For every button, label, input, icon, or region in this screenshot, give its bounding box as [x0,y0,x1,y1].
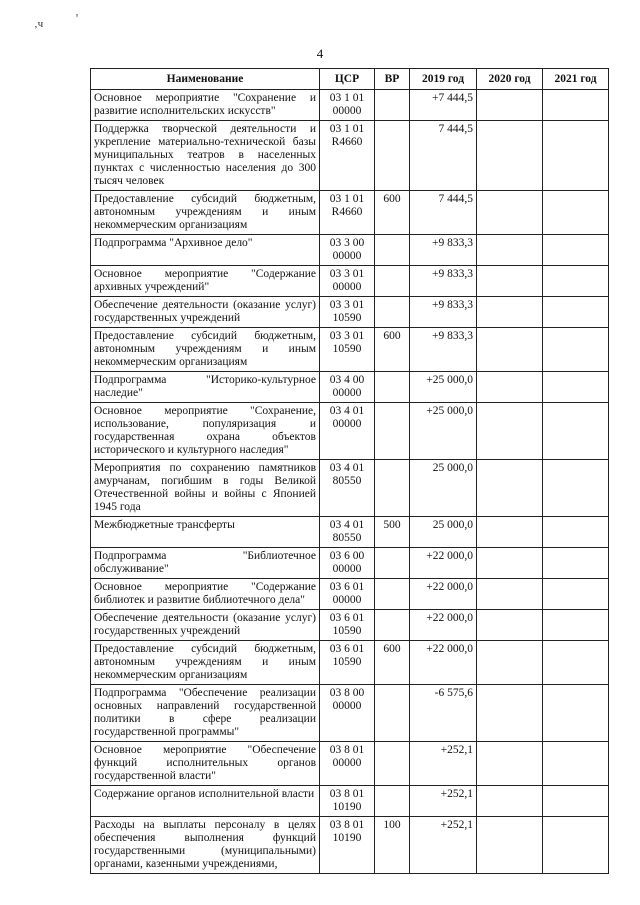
row-csr-cell: 03 6 01 00000 [320,579,375,610]
row-2019-cell: +22 000,0 [410,610,477,641]
table-row [91,610,609,641]
row-vr-cell: 600 [375,641,410,685]
row-2021-cell [543,235,609,266]
row-csr-cell: 03 1 01 00000 [320,90,375,121]
row-2021-cell [543,548,609,579]
row-csr-cell: 03 3 01 10590 [320,328,375,372]
row-csr-cell: 03 4 01 80550 [320,460,375,517]
row-2021-cell [543,817,609,874]
corner-scan-marks [34,12,78,30]
row-name-cell: Межбюджетные трансферты [91,517,320,548]
row-2019-cell: +22 000,0 [410,548,477,579]
row-name-cell: Подпрограмма "Историко-культурное наследие" [91,372,320,403]
row-2020-cell [477,372,543,403]
row-2019-cell: 25 000,0 [410,460,477,517]
table-row [91,548,609,579]
table-row [91,786,609,817]
row-name-cell: Предоставление субсидий бюджетным, автономным учреждениям и иным некоммерческим организациям [91,191,320,235]
row-2020-cell [477,817,543,874]
row-2019-cell: +9 833,3 [410,297,477,328]
row-2020-cell [477,297,543,328]
table-row [91,372,609,403]
row-vr-cell [375,90,410,121]
row-vr-cell: 100 [375,817,410,874]
budget-table [90,68,609,874]
row-2019-cell: +9 833,3 [410,266,477,297]
table-row [91,641,609,685]
scan-mark: ꞌ [75,12,78,24]
row-2021-cell [543,517,609,548]
row-2019-cell: +252,1 [410,786,477,817]
row-2019-cell: +22 000,0 [410,641,477,685]
table-row [91,685,609,742]
row-2020-cell [477,460,543,517]
table-row [91,235,609,266]
table-row [91,517,609,548]
row-2021-cell [543,742,609,786]
row-2019-cell: +9 833,3 [410,328,477,372]
row-2020-cell [477,266,543,297]
row-2020-cell [477,517,543,548]
row-2021-cell [543,460,609,517]
table-row [91,328,609,372]
header-vr: ВР [375,69,410,90]
row-name-cell: Основное мероприятие "Содержание библиотек и развитие библиотечного дела" [91,579,320,610]
row-name-cell: Подпрограмма "Обеспечение реализации основных направлений государственной политики в сфере реализации государственной программы" [91,685,320,742]
row-name-cell: Расходы на выплаты персоналу в целях обеспечения выполнения функций государственными (муниципальными) органами, казенными учреждениями, [91,817,320,874]
row-2020-cell [477,742,543,786]
header-2021: 2021 год [543,69,609,90]
row-2020-cell [477,548,543,579]
row-2019-cell: 7 444,5 [410,121,477,191]
row-2021-cell [543,685,609,742]
row-csr-cell: 03 8 01 10190 [320,817,375,874]
row-name-cell: Поддержка творческой деятельности и укрепление материально-технической базы муниципальных театров в населенных пунктах с численностью населения до 300 тысяч человек [91,121,320,191]
row-csr-cell: 03 3 00 00000 [320,235,375,266]
row-2021-cell [543,403,609,460]
row-vr-cell [375,372,410,403]
row-csr-cell: 03 6 01 10590 [320,641,375,685]
table-row [91,121,609,191]
table-row [91,191,609,235]
row-2019-cell: +9 833,3 [410,235,477,266]
row-2021-cell [543,372,609,403]
row-2020-cell [477,191,543,235]
row-csr-cell: 03 6 01 10590 [320,610,375,641]
header-2019: 2019 год [410,69,477,90]
row-2019-cell: +25 000,0 [410,403,477,460]
row-2020-cell [477,786,543,817]
row-2021-cell [543,610,609,641]
row-name-cell: Основное мероприятие "Сохранение и развитие исполнительских искусств" [91,90,320,121]
row-name-cell: Предоставление субсидий бюджетным, автономным учреждениям и иным некоммерческим организациям [91,641,320,685]
row-vr-cell: 500 [375,517,410,548]
table-header-row [91,69,609,90]
row-2021-cell [543,328,609,372]
row-name-cell: Мероприятия по сохранению памятников амурчанам, погибшим в годы Великой Отечественной войны и войны с Японией 1945 года [91,460,320,517]
row-2020-cell [477,403,543,460]
row-vr-cell [375,460,410,517]
row-vr-cell [375,403,410,460]
row-vr-cell [375,742,410,786]
row-csr-cell: 03 8 01 00000 [320,742,375,786]
row-csr-cell: 03 4 01 00000 [320,403,375,460]
row-name-cell: Основное мероприятие "Сохранение, использование, популяризация и государственная охрана объектов исторического и культурного наследия" [91,403,320,460]
row-2020-cell [477,121,543,191]
table-row [91,266,609,297]
row-2020-cell [477,610,543,641]
row-2019-cell: 7 444,5 [410,191,477,235]
row-2020-cell [477,579,543,610]
table-row [91,742,609,786]
header-2020: 2020 год [477,69,543,90]
row-vr-cell [375,121,410,191]
row-vr-cell [375,610,410,641]
row-csr-cell: 03 1 01 R4660 [320,191,375,235]
row-2019-cell: +252,1 [410,817,477,874]
table-row [91,297,609,328]
row-2019-cell: 25 000,0 [410,517,477,548]
row-2020-cell [477,235,543,266]
row-csr-cell: 03 1 01 R4660 [320,121,375,191]
row-name-cell: Основное мероприятие "Обеспечение функций исполнительных органов государственной власти" [91,742,320,786]
row-2021-cell [543,121,609,191]
row-name-cell: Обеспечение деятельности (оказание услуг) государственных учреждений [91,297,320,328]
row-csr-cell: 03 6 00 00000 [320,548,375,579]
row-vr-cell [375,548,410,579]
row-vr-cell [375,266,410,297]
row-csr-cell: 03 8 00 00000 [320,685,375,742]
table-row [91,403,609,460]
table-row [91,579,609,610]
row-csr-cell: 03 3 01 00000 [320,266,375,297]
row-name-cell: Предоставление субсидий бюджетным, автономным учреждениям и иным некоммерческим организациям [91,328,320,372]
header-csr: ЦСР [320,69,375,90]
header-name: Наименование [91,69,320,90]
row-vr-cell [375,685,410,742]
row-2019-cell: -6 575,6 [410,685,477,742]
row-vr-cell: 600 [375,191,410,235]
row-2021-cell [543,191,609,235]
row-name-cell: Обеспечение деятельности (оказание услуг) государственных учреждений [91,610,320,641]
row-2020-cell [477,90,543,121]
table-row [91,460,609,517]
row-2020-cell [477,685,543,742]
row-csr-cell: 03 8 01 10190 [320,786,375,817]
row-2021-cell [543,297,609,328]
row-name-cell: Содержание органов исполнительной власти [91,786,320,817]
row-csr-cell: 03 4 01 80550 [320,517,375,548]
row-vr-cell [375,786,410,817]
row-2019-cell: +25 000,0 [410,372,477,403]
row-vr-cell [375,235,410,266]
row-2021-cell [543,90,609,121]
scan-mark: ‚ч [34,18,44,30]
row-vr-cell [375,297,410,328]
row-name-cell: Подпрограмма "Архивное дело" [91,235,320,266]
row-2019-cell: +252,1 [410,742,477,786]
row-vr-cell: 600 [375,328,410,372]
row-csr-cell: 03 3 01 10590 [320,297,375,328]
row-csr-cell: 03 4 00 00000 [320,372,375,403]
row-2021-cell [543,266,609,297]
table-row [91,90,609,121]
row-2021-cell [543,579,609,610]
row-2020-cell [477,328,543,372]
row-2021-cell [543,786,609,817]
row-2020-cell [477,641,543,685]
row-2019-cell: +22 000,0 [410,579,477,610]
table-row [91,817,609,874]
row-2019-cell: +7 444,5 [410,90,477,121]
row-name-cell: Подпрограмма "Библиотечное обслуживание" [91,548,320,579]
row-vr-cell [375,579,410,610]
row-name-cell: Основное мероприятие "Содержание архивных учреждений" [91,266,320,297]
page-number: 4 [316,46,324,61]
row-2021-cell [543,641,609,685]
